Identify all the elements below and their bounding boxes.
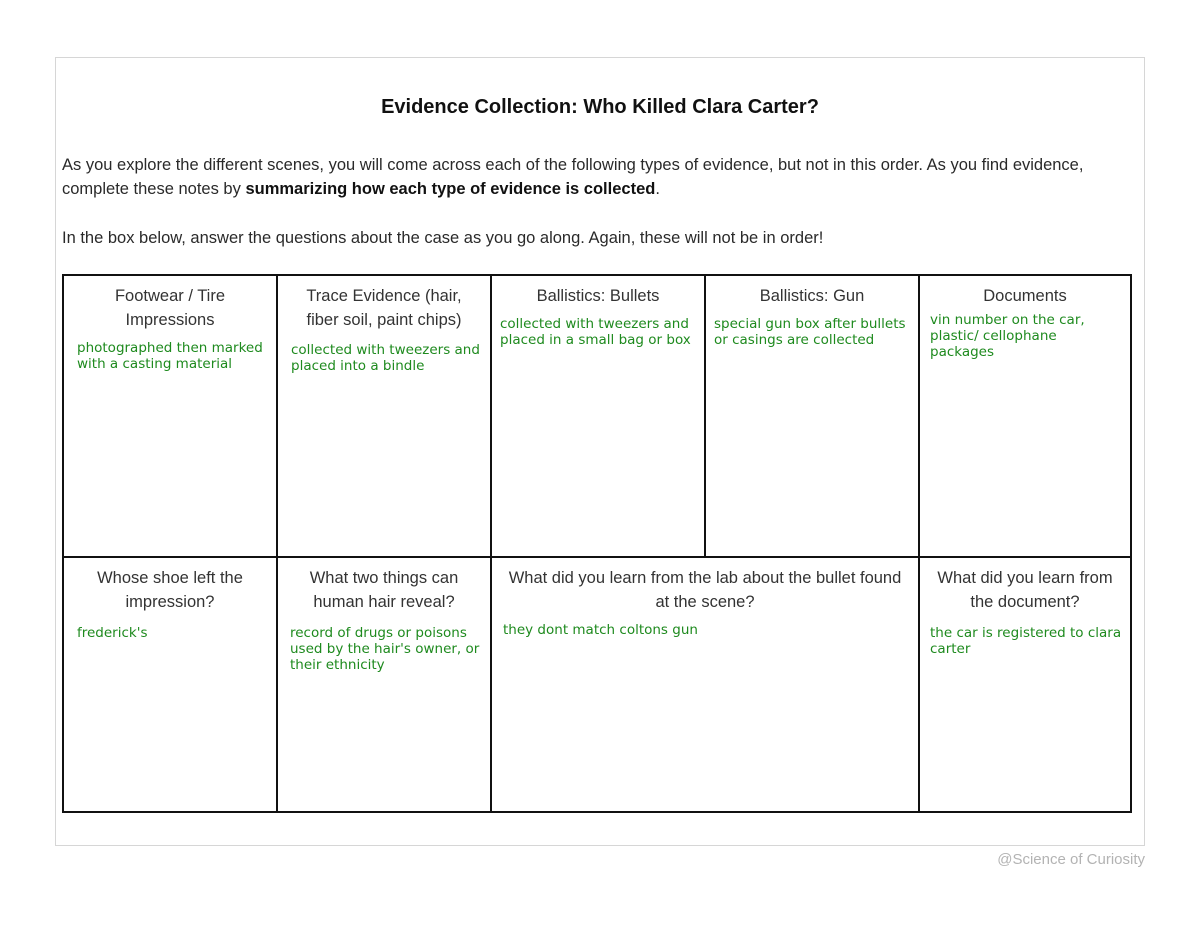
question-cell-hair[interactable] [278,558,490,811]
question-cell-bullet[interactable] [492,558,918,811]
evidence-answer: special gun box after bullets or casings are collected [714,316,906,348]
question-answer: the car is registered to clara carter [930,625,1122,657]
evidence-cell-documents[interactable] [920,276,1130,556]
question-heading: What did you learn from the document? [937,569,1113,611]
question-heading: Whose shoe left the impression? [97,569,243,611]
intro-text-bold: summarizing how each type of evidence is collected [245,180,656,198]
evidence-table [62,274,1132,813]
evidence-cell-footwear[interactable] [64,276,276,556]
question-answer: they dont match coltons gun [503,622,698,638]
evidence-heading: Documents [983,287,1067,305]
evidence-cell-gun[interactable] [706,276,918,556]
question-answer: record of drugs or poisons used by the hair's owner, or their ethnicity [290,625,480,673]
question-heading: What two things can human hair reveal? [309,569,459,611]
question-cell-document[interactable] [920,558,1130,811]
intro-paragraph [62,153,1132,201]
evidence-answer: collected with tweezers and placed into a bindle [291,342,480,374]
intro-text-end: . [655,180,660,198]
instruction-paragraph: In the box below, answer the questions about the case as you go along. Again, these will not be in order! [62,229,824,247]
evidence-answer: photographed then marked with a casting material [77,340,263,372]
intro-text-start: As you explore the different scenes, you will come across each of the following types of evidence, but not in this order. As you find evidence, complete these notes by [62,156,1084,198]
evidence-answer: vin number on the car, plastic/ cellophane packages [930,312,1085,360]
evidence-cell-trace[interactable] [278,276,490,556]
question-cell-shoe[interactable] [64,558,276,811]
watermark: @Science of Curiosity [997,851,1145,868]
page-title: Evidence Collection: Who Killed Clara Carter? [381,96,819,118]
evidence-heading: Ballistics: Gun [759,287,865,305]
evidence-answer: collected with tweezers and placed in a small bag or box [500,316,691,348]
question-answer: frederick's [77,625,148,641]
evidence-heading: Trace Evidence (hair, fiber soil, paint chips) [306,287,462,329]
evidence-heading: Ballistics: Bullets [536,287,660,305]
question-heading: What did you learn from the lab about the bullet found at the scene? [508,569,902,611]
evidence-heading: Footwear / Tire Impressions [114,287,226,329]
evidence-cell-bullets[interactable] [492,276,704,556]
